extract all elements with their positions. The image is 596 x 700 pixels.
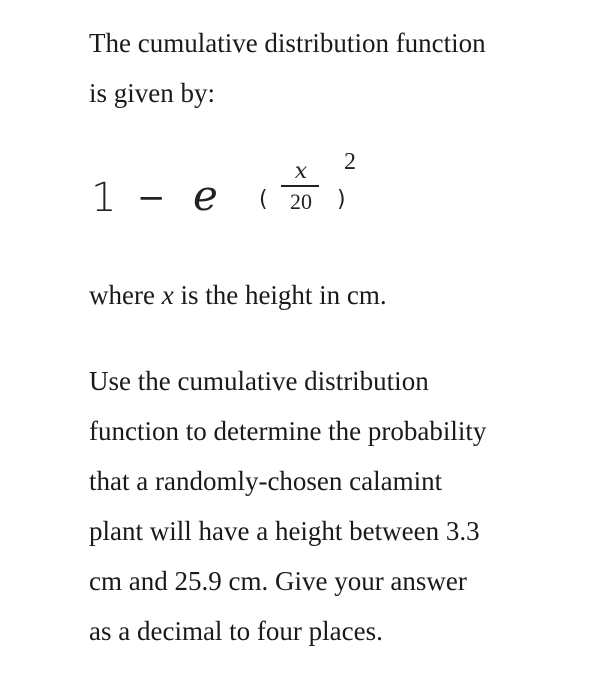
- intro-line-2: is given by:: [89, 78, 215, 108]
- formula-left-paren: (: [259, 187, 268, 212]
- formula-fraction-bar: [281, 185, 319, 187]
- question-paragraph: [89, 356, 579, 656]
- where-suffix: is the height in cm.: [173, 280, 387, 310]
- question-line-1: Use the cumulative distribution: [89, 366, 429, 396]
- formula-e: e: [193, 171, 218, 220]
- formula-numerator: x: [294, 159, 308, 184]
- formula-right-paren: ): [337, 187, 346, 212]
- formula-one: 1: [91, 175, 117, 221]
- intro-line-1: The cumulative distribution function: [89, 28, 486, 58]
- question-line-4: plant will have a height between 3.3: [89, 516, 480, 546]
- question-line-2: function to determine the probability: [89, 416, 487, 446]
- formula-minus: −: [137, 178, 166, 218]
- where-prefix: where: [89, 280, 162, 310]
- question-line-6: as a decimal to four places.: [89, 616, 383, 646]
- where-variable: x: [161, 280, 174, 310]
- intro-paragraph: [89, 18, 579, 118]
- cdf-formula: [89, 145, 389, 235]
- question-line-5: cm and 25.9 cm. Give your answer: [89, 566, 467, 596]
- question-line-3: that a randomly-chosen calamint: [89, 466, 443, 496]
- formula-exponent: 2: [344, 149, 356, 175]
- formula-denominator: 20: [290, 189, 312, 214]
- where-paragraph: [89, 270, 579, 320]
